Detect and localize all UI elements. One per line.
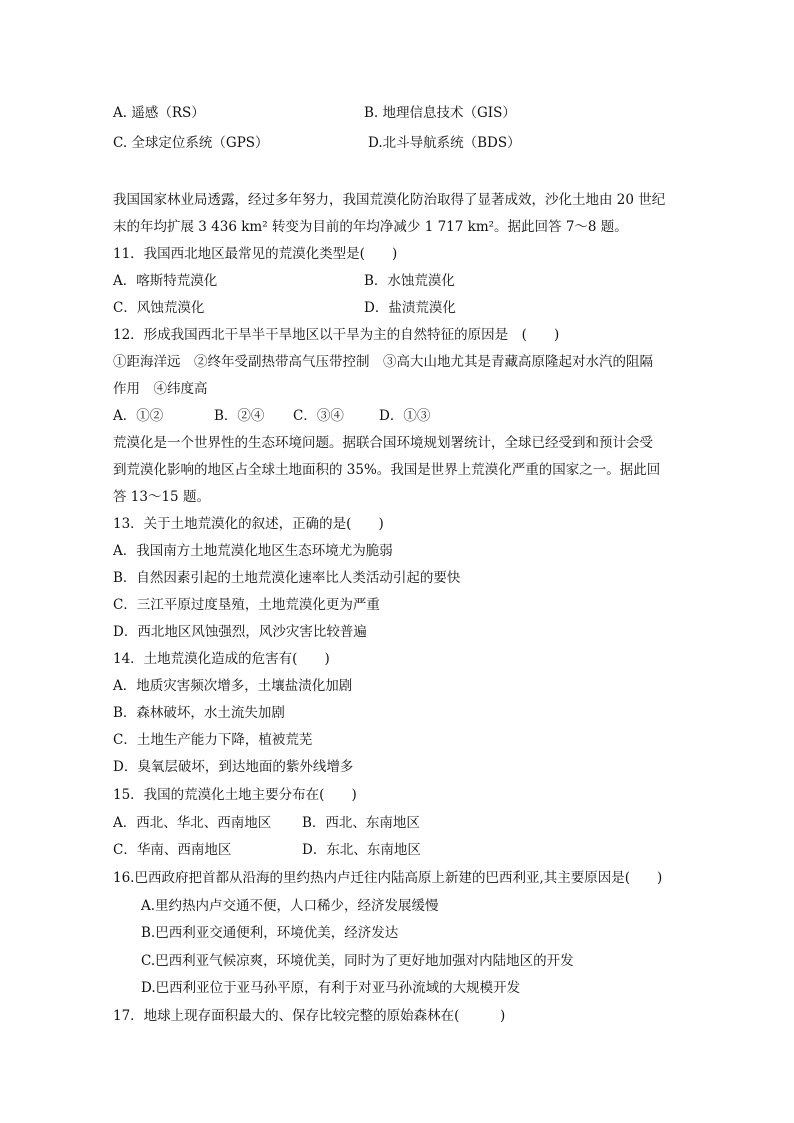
option-row [113, 813, 420, 833]
option-a: A．①② [113, 408, 164, 424]
question-stem: 12．形成我国西北干旱半干旱地区以干旱为主的自然特征的原因是 ( ) [113, 327, 560, 343]
option-c: C. 全球定位系统（GPS） [113, 135, 269, 151]
question-stem: 11．我国西北地区最常见的荒漠化类型是( ) [113, 246, 398, 262]
option-d: D．盐渍荒漠化 [364, 300, 456, 316]
option-c: C．③④ [293, 408, 344, 424]
option-b: B．自然因素引起的土地荒漠化速率比人类活动引起的要快 [113, 570, 461, 586]
question-stem: 16.巴西政府把首都从沿海的里约热内卢迁往内陆高原上新建的巴西利亚,其主要原因是( ) [113, 870, 663, 886]
intro-paragraph-line: 答 13～15 题。 [113, 489, 210, 505]
question-text-line: ①距海洋远 ②终年受副热带高气压带控制 ③高大山地尤其是青藏高原隆起对水汽的阻隔 [113, 354, 653, 370]
option-b: B．水蚀荒漠化 [364, 273, 455, 289]
option-b: B．西北、东南地区 [302, 815, 420, 831]
option-b: B. 地理信息技术（GIS） [364, 105, 516, 121]
option-row [113, 103, 516, 123]
option-d: D．东北、东南地区 [302, 842, 421, 858]
option-c: C．土地生产能力下降，植被荒芜 [113, 732, 313, 748]
option-a: A．我国南方土地荒漠化地区生态环境尤为脆弱 [113, 543, 393, 559]
option-d: D．臭氧层破坏，到达地面的紫外线增多 [113, 759, 354, 775]
option-b: B．森林破坏，水土流失加剧 [113, 705, 285, 721]
option-b: B.巴西利亚交通便利，环境优美，经济发达 [141, 925, 399, 941]
option-row [113, 406, 431, 426]
option-row [113, 133, 521, 153]
option-a: A．地质灾害频次增多，土壤盐渍化加剧 [113, 678, 353, 694]
option-c: C．风蚀荒漠化 [113, 300, 205, 316]
option-c: C．三江平原过度垦殖，土地荒漠化更为严重 [113, 597, 380, 613]
option-d: D．①③ [379, 408, 431, 424]
question-stem: 15．我国的荒漠化土地主要分布在( ) [113, 787, 357, 803]
option-row [113, 298, 456, 318]
option-row [113, 271, 455, 291]
intro-paragraph-line: 我国国家林业局透露，经过多年努力，我国荒漠化防治取得了显著成效，沙化土地由 20 世纪 [113, 192, 666, 208]
option-d: D.巴西利亚位于亚马孙平原，有利于对亚马孙流域的大规模开发 [141, 980, 521, 996]
question-stem: 17．地球上现存面积最大的、保存比较完整的原始森林在( ) [113, 1008, 506, 1024]
option-a: A．喀斯特荒漠化 [113, 273, 218, 289]
intro-paragraph-line: 到荒漠化影响的地区占全球土地面积的 35%。我国是世界上荒漠化严重的国家之一。据此回 [113, 462, 661, 478]
option-c: C．华南、西南地区 [113, 842, 232, 858]
option-d: D．西北地区风蚀强烈，风沙灾害比较普遍 [113, 624, 367, 640]
option-b: B．②④ [214, 408, 265, 424]
intro-paragraph-line: 荒漠化是一个世界性的生态环境问题。据联合国环境规划署统计，全球已经受到和预计会受 [113, 435, 653, 451]
option-row [113, 840, 421, 860]
option-a: A.里约热内卢交通不便，人口稀少，经济发展缓慢 [141, 898, 439, 914]
option-a: A．西北、华北、西南地区 [113, 815, 272, 831]
option-a: A. 遥感（RS） [113, 105, 205, 121]
question-stem: 13．关于土地荒漠化的叙述，正确的是( ) [113, 516, 384, 532]
option-d: D.北斗导航系统（BDS） [368, 135, 521, 151]
question-stem: 14．土地荒漠化造成的危害有( ) [113, 651, 330, 667]
option-c: C.巴西利亚气候凉爽，环境优美，同时为了更好地加强对内陆地区的开发 [141, 953, 574, 969]
intro-paragraph-line: 末的年均扩展 3 436 km² 转变为目前的年均净减少 1 717 km²。据此回答 7～8 题。 [113, 219, 628, 235]
question-text-line: 作用 ④纬度高 [113, 381, 208, 397]
